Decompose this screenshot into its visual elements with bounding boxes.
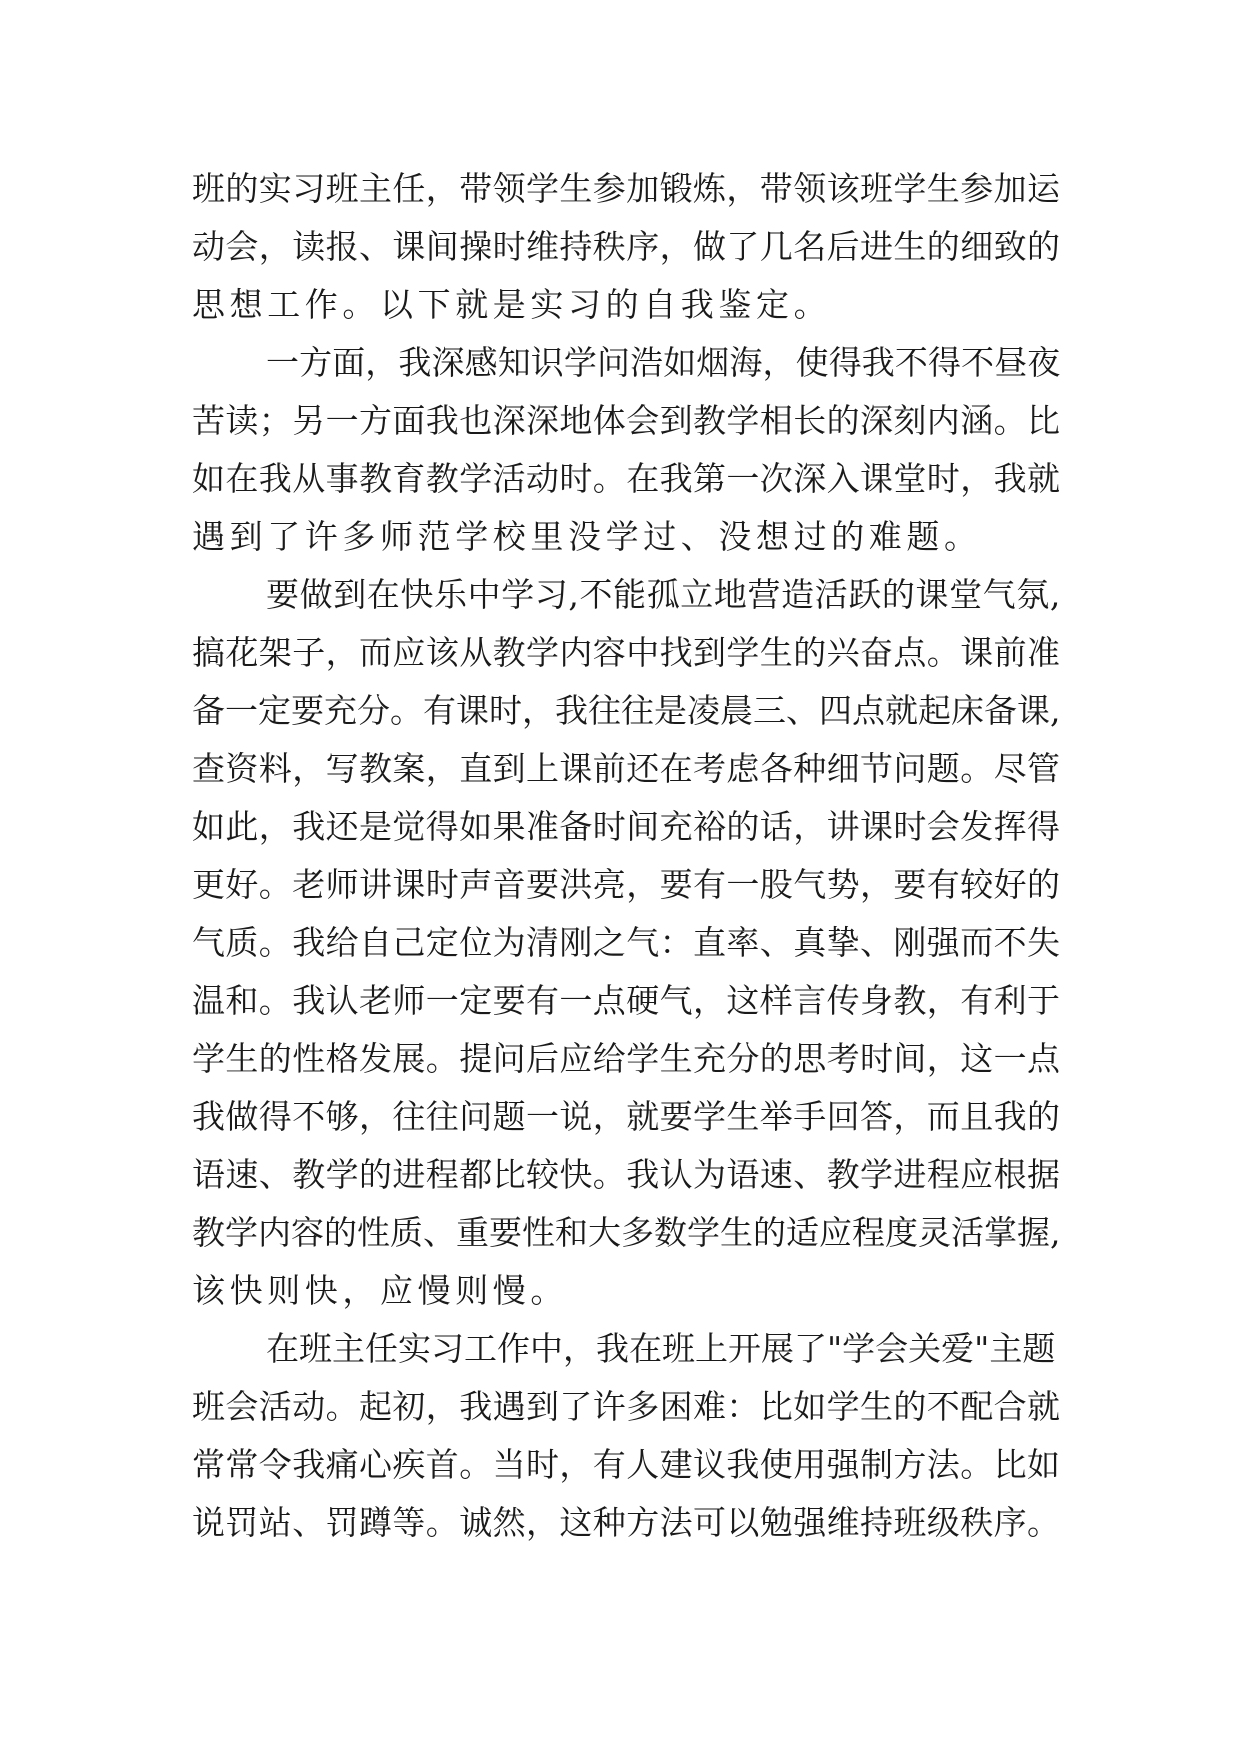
text-line: 思想工作。以下就是实习的自我鉴定。 bbox=[192, 285, 832, 324]
text-line: 教学内容的性质、重要性和大多数学生的适应程度灵活掌握, bbox=[192, 1213, 1061, 1252]
text-line: 学生的性格发展。提问后应给学生充分的思考时间，这一点 bbox=[192, 1039, 1061, 1078]
paragraph-2 bbox=[192, 334, 1062, 566]
text-line: 我做得不够，往往问题一说，就要学生举手回答，而且我的 bbox=[192, 1097, 1061, 1136]
paragraph-4 bbox=[192, 1320, 1062, 1552]
paragraph-3 bbox=[192, 566, 1062, 1320]
text-line: 气质。我给自己定位为清刚之气：直率、真挚、刚强而不失 bbox=[192, 923, 1061, 962]
text-line: 一方面，我深感知识学问浩如烟海，使得我不得不昼夜 bbox=[266, 343, 1061, 382]
text-line: 班会活动。起初，我遇到了许多困难：比如学生的不配合就 bbox=[192, 1387, 1061, 1426]
text-line: 该快则快，应慢则慢。 bbox=[192, 1271, 568, 1310]
text-line: 在班主任实习工作中，我在班上开展了"学会关爱"主题 bbox=[266, 1329, 1056, 1368]
text-line: 温和。我认老师一定要有一点硬气，这样言传身教，有利于 bbox=[192, 981, 1061, 1020]
paragraph-1 bbox=[192, 160, 1062, 334]
text-line: 常常令我痛心疾首。当时，有人建议我使用强制方法。比如 bbox=[192, 1445, 1061, 1484]
text-line: 查资料，写教案，直到上课前还在考虑各种细节问题。尽管 bbox=[192, 749, 1061, 788]
text-line: 遇到了许多师范学校里没学过、没想过的难题。 bbox=[192, 517, 982, 556]
text-line: 如此，我还是觉得如果准备时间充裕的话，讲课时会发挥得 bbox=[192, 807, 1061, 846]
text-line: 动会，读报、课间操时维持秩序，做了几名后进生的细致的 bbox=[192, 227, 1061, 266]
text-line: 苦读；另一方面我也深深地体会到教学相长的深刻内涵。比 bbox=[192, 401, 1061, 440]
text-line: 如在我从事教育教学活动时。在我第一次深入课堂时，我就 bbox=[192, 459, 1061, 498]
text-line: 班的实习班主任，带领学生参加锻炼，带领该班学生参加运 bbox=[192, 169, 1061, 208]
text-line: 搞花架子，而应该从教学内容中找到学生的兴奋点。课前准 bbox=[192, 633, 1061, 672]
text-line: 语速、教学的进程都比较快。我认为语速、教学进程应根据 bbox=[192, 1155, 1061, 1194]
text-line: 备一定要充分。有课时，我往往是凌晨三、四点就起床备课, bbox=[192, 691, 1061, 730]
text-line: 说罚站、罚蹲等。诚然，这种方法可以勉强维持班级秩序。 bbox=[192, 1503, 1061, 1542]
text-line: 更好。老师讲课时声音要洪亮，要有一股气势，要有较好的 bbox=[192, 865, 1061, 904]
text-line: 要做到在快乐中学习,不能孤立地营造活跃的课堂气氛, bbox=[266, 575, 1061, 614]
document-body bbox=[192, 160, 1062, 1552]
